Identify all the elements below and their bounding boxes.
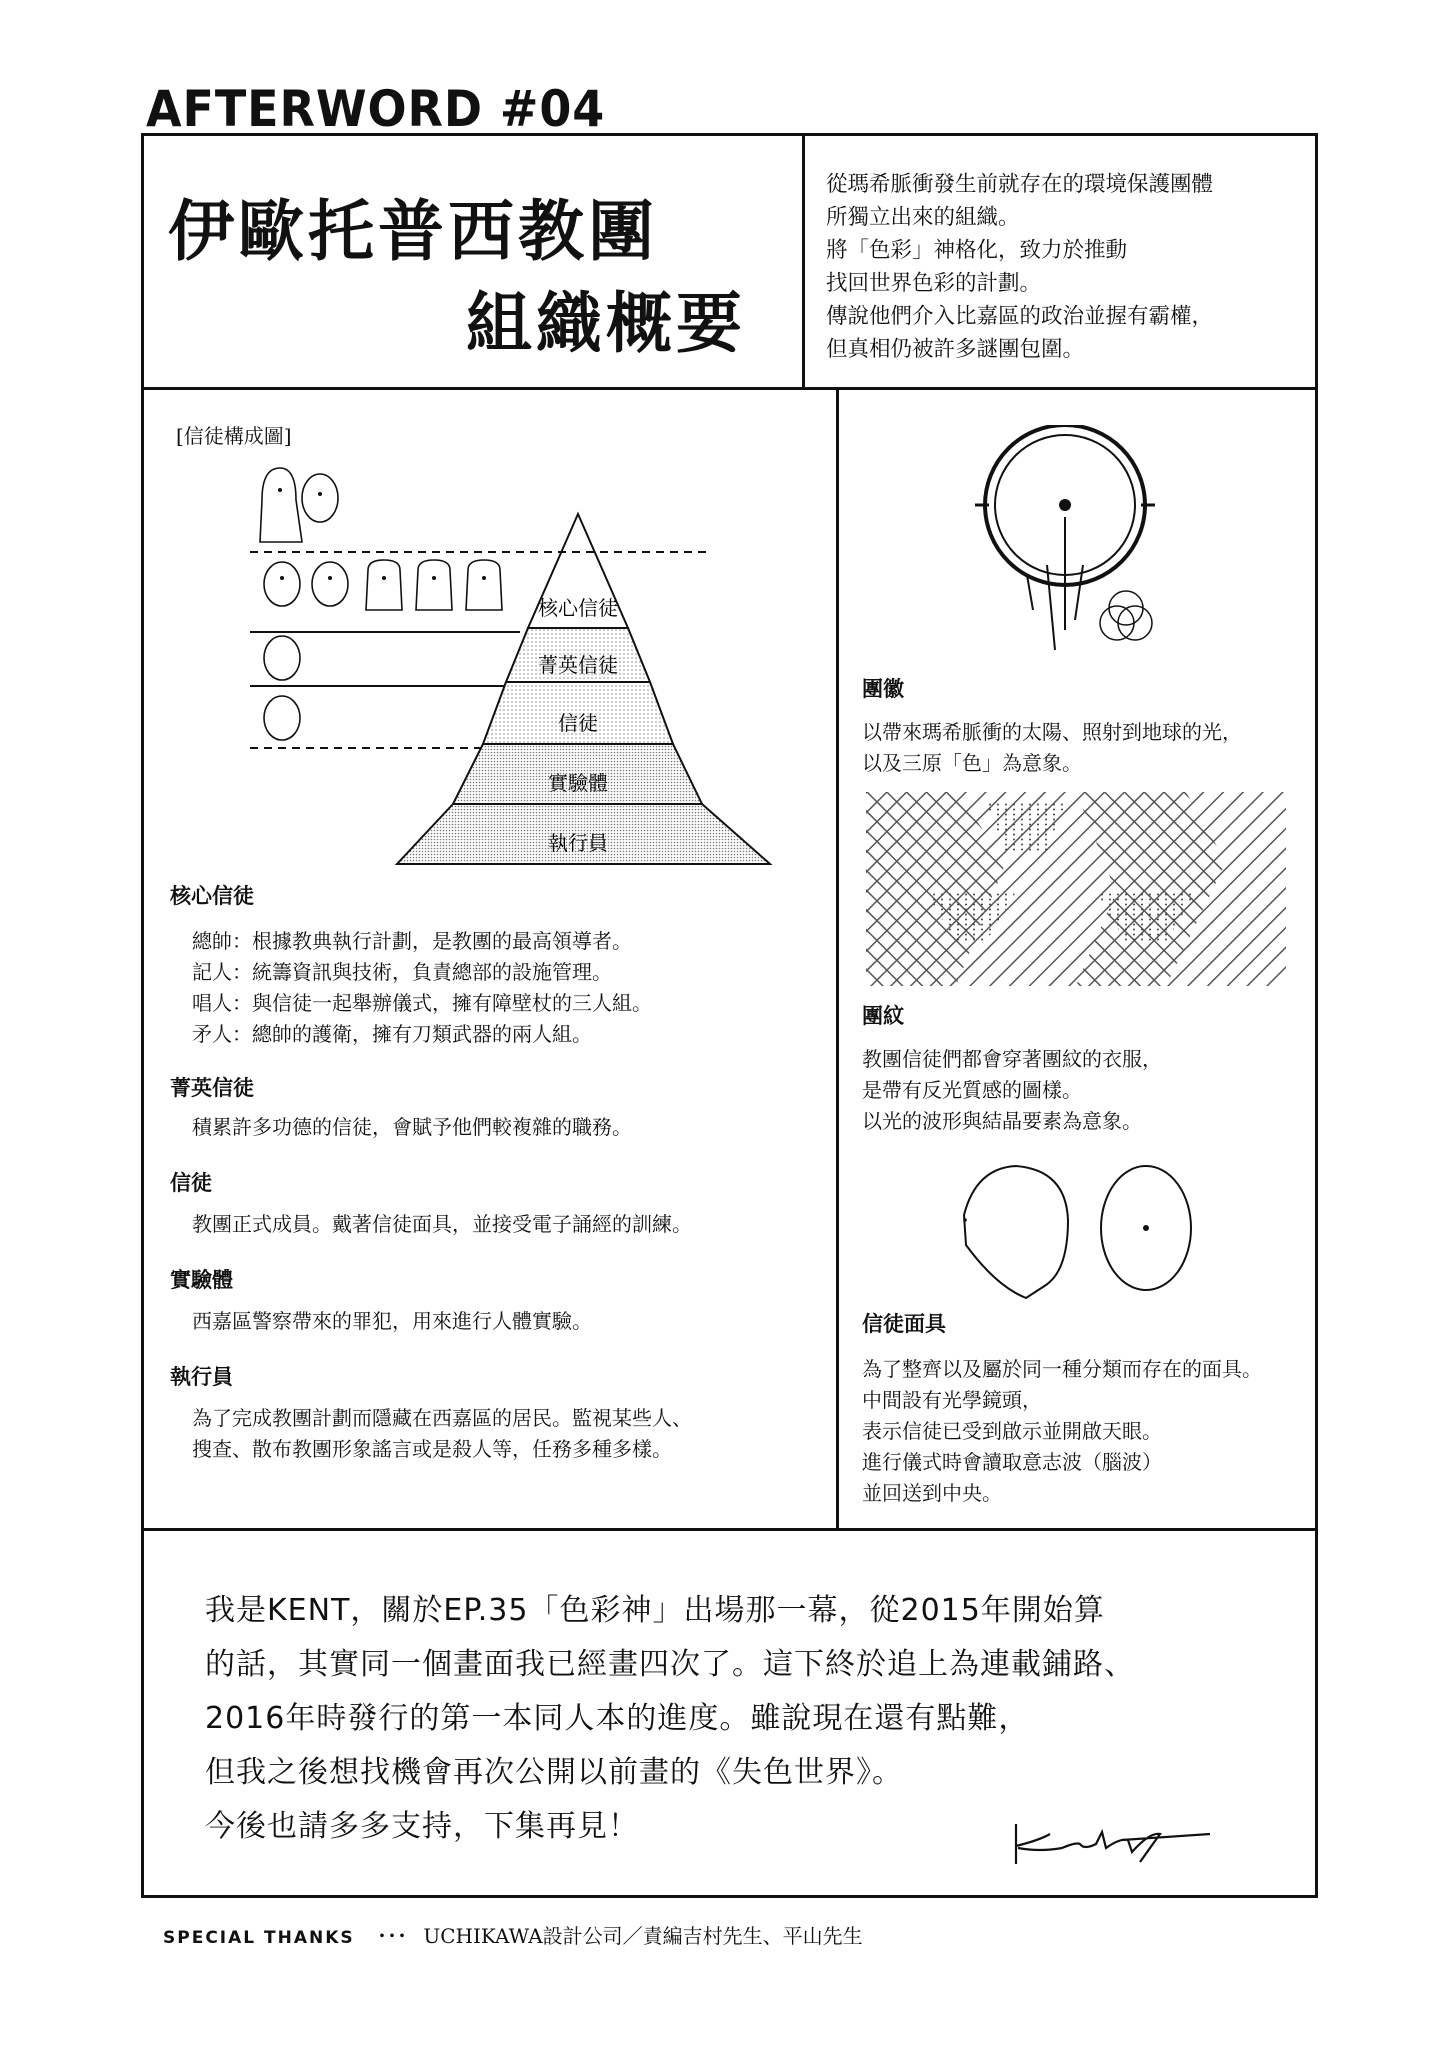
section-title: 執行員 — [170, 1364, 233, 1389]
section-line: 記人：統籌資訊與技術，負責總部的設施管理。 — [192, 960, 612, 984]
section-title: 菁英信徒 — [170, 1075, 254, 1100]
section-title: 核心信徒 — [170, 883, 254, 908]
section-line: 總帥：根據教典執行計劃，是教團的最高領導者。 — [192, 929, 632, 953]
pattern-line: 教團信徒們都會穿著團紋的衣服， — [862, 1047, 1162, 1071]
section-line: 教團正式成員。戴著信徒面具，並接受電子誦經的訓練。 — [192, 1212, 692, 1236]
hooded-figure-icon — [466, 560, 502, 610]
middle-vertical-divider — [836, 388, 839, 1530]
title-vertical-divider — [802, 136, 805, 389]
afterword-header: AFTERWORD #04 — [146, 80, 606, 138]
section-line: 矛人：總帥的護衛，擁有刀類武器的兩人組。 — [192, 1022, 592, 1046]
intro-line: 傳說他們介入比嘉區的政治並握有霸權， — [826, 304, 1214, 329]
pattern-line: 以光的波形與結晶要素為意象。 — [862, 1109, 1142, 1133]
sections-list — [170, 880, 830, 1465]
mask-icon — [264, 696, 300, 740]
pattern-line: 是帶有反光質感的圖樣。 — [862, 1078, 1082, 1102]
emblem-line: 以及三原「色」為意象。 — [862, 751, 1082, 775]
mask-graphic — [956, 1160, 1196, 1300]
section-line: 唱人：與信徒一起舉辦儀式，擁有障壁杖的三人組。 — [192, 991, 652, 1015]
mask-line: 進行儀式時會讀取意志波（腦波） — [862, 1450, 1162, 1474]
section-experiment — [170, 1264, 830, 1337]
message-line: 的話，其實同一個畫面我已經畫四次了。這下終於追上為連載鋪路、 — [205, 1647, 1135, 1682]
mask-line: 為了整齊以及屬於同一種分類而存在的面具。 — [862, 1357, 1262, 1381]
emblem-graphic — [975, 425, 1205, 665]
section-executor — [170, 1361, 830, 1465]
intro-line: 所獨立出來的組織。 — [826, 205, 1020, 230]
section-believer — [170, 1167, 830, 1240]
message-line: 我是KENT，關於EP.35「色彩神」出場那一幕，從2015年開始算 — [205, 1593, 1105, 1628]
pyramid-diagram — [250, 460, 790, 880]
page-title-line1: 伊歐托普西教團 — [168, 193, 658, 270]
diagram-label: [信徒構成圖] — [176, 424, 292, 448]
page-title-line2: 組織概要 — [466, 285, 746, 362]
special-thanks-dots: ･･･ — [377, 1924, 408, 1948]
section-title: 信徒 — [170, 1170, 212, 1195]
intro-line: 但真相仍被許多謎團包圍。 — [826, 337, 1085, 362]
signature — [1010, 1812, 1220, 1872]
mask-title: 信徒面具 — [862, 1311, 946, 1336]
section-line: 搜查、散布教團形象謠言或是殺人等，任務多種多樣。 — [192, 1437, 672, 1461]
mask-line: 並回送到中央。 — [862, 1481, 1002, 1505]
emblem-title: 團徽 — [862, 676, 904, 701]
emblem-section — [862, 673, 1242, 779]
pattern-graphic — [866, 792, 1286, 986]
section-core — [170, 880, 830, 1050]
special-thanks-text: UCHIKAWA設計公司／責編吉村先生、平山先生 — [423, 1924, 863, 1948]
section-elite — [170, 1072, 830, 1143]
hooded-figure-icon — [416, 560, 452, 610]
mask-line: 表示信徒已受到啟示並開啟天眼。 — [862, 1419, 1162, 1443]
section-title: 實驗體 — [170, 1267, 233, 1292]
mask-icon — [302, 474, 338, 522]
section-line: 為了完成教團計劃而隱藏在西嘉區的居民。監視某些人、 — [192, 1406, 692, 1430]
message-divider — [144, 1528, 1315, 1531]
leader-figure-icon — [260, 468, 302, 542]
hooded-figure-icon — [366, 560, 402, 610]
tier-label: 實驗體 — [548, 771, 608, 795]
tier-label: 執行員 — [548, 831, 608, 855]
intro-line: 將「色彩」神格化，致力於推動 — [826, 238, 1128, 263]
section-line: 積累許多功德的信徒，會賦予他們較複雜的職務。 — [192, 1115, 632, 1139]
tier-label: 菁英信徒 — [538, 653, 618, 677]
tier-label: 信徒 — [558, 711, 598, 735]
special-thanks-label: SPECIAL THANKS — [163, 1928, 355, 1948]
emblem-line: 以帶來瑪希脈衝的太陽、照射到地球的光， — [862, 720, 1242, 744]
pattern-section — [862, 1000, 1162, 1137]
pattern-title: 團紋 — [862, 1003, 904, 1028]
intro-line: 找回世界色彩的計劃。 — [826, 271, 1042, 296]
title-divider — [144, 387, 1315, 390]
mask-line: 中間設有光學鏡頭， — [862, 1388, 1042, 1412]
tier-label: 核心信徒 — [538, 596, 618, 620]
message-line: 2016年時發行的第一本同人本的進度。雖說現在還有點難， — [205, 1701, 1030, 1736]
intro-line: 從瑪希脈衝發生前就存在的環境保護團體 — [826, 172, 1214, 197]
author-message — [205, 1584, 1135, 1854]
intro-text — [826, 168, 1213, 366]
mask-icon — [264, 562, 300, 606]
mask-section — [862, 1308, 1262, 1509]
message-line: 但我之後想找機會再次公開以前畫的《失色世界》。 — [205, 1755, 903, 1790]
section-line: 西嘉區警察帶來的罪犯，用來進行人體實驗。 — [192, 1309, 592, 1333]
message-line: 今後也請多多支持，下集再見！ — [205, 1809, 639, 1844]
mask-icon — [264, 636, 300, 680]
special-thanks — [163, 1920, 863, 1949]
mask-icon — [312, 562, 348, 606]
